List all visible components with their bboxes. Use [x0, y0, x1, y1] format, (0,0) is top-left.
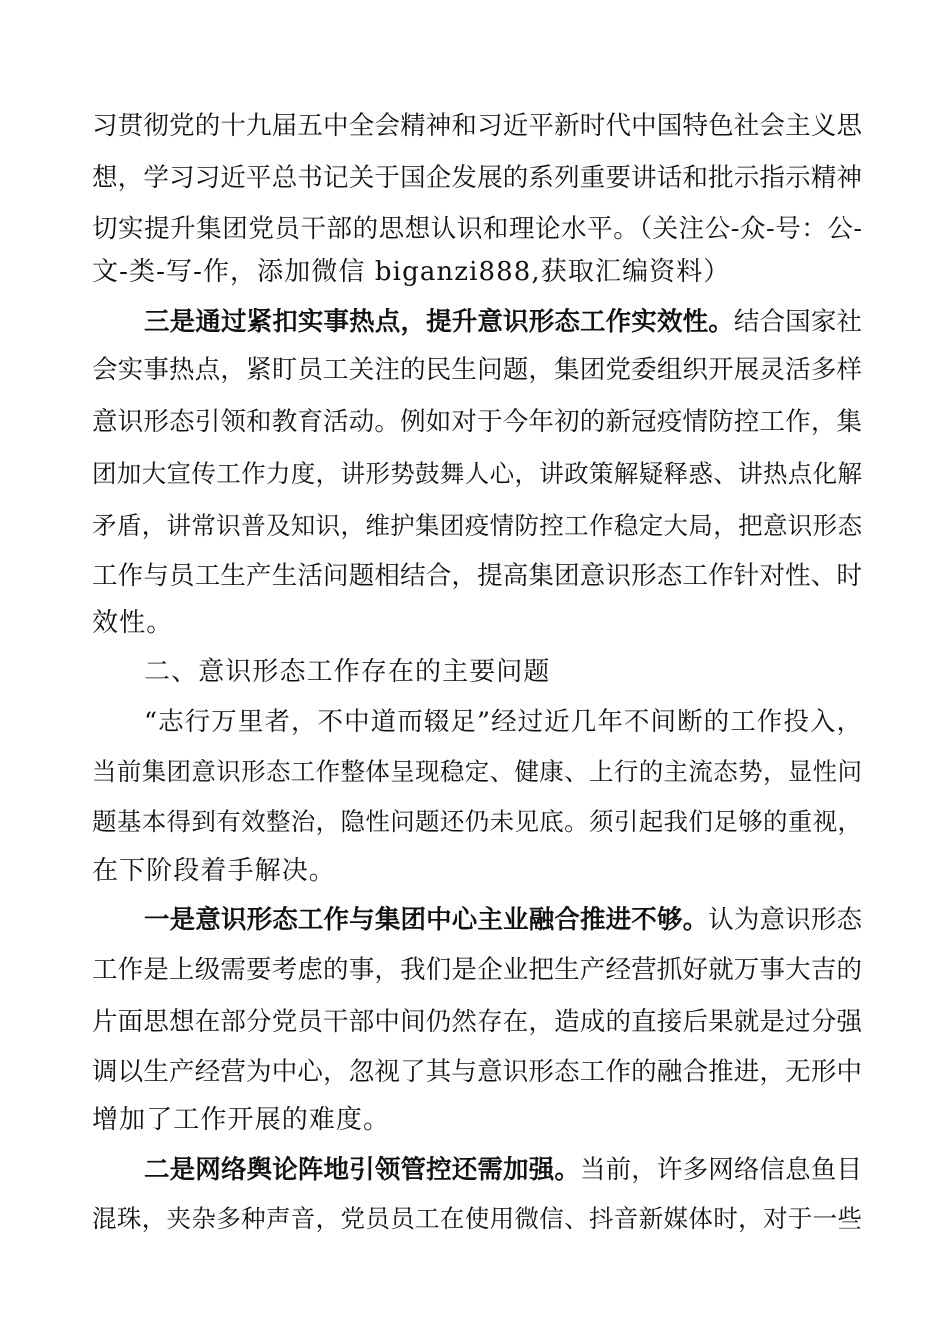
paragraph-heading-line: 三是通过紧扣实事热点，提升意识形态工作实效性。结合国家社: [144, 307, 862, 337]
text-line: 意识形态引领和教育活动。例如对于今年初的新冠疫情防控工作，集: [92, 407, 862, 437]
text-line: 增加了工作开展的难度。: [92, 1105, 391, 1135]
text-line: 片面思想在部分党员干部中间仍然存在，造成的直接后果就是过分强: [92, 1007, 862, 1037]
text-line: 会实事热点，紧盯员工关注的民生问题，集团党委组织开展灵活多样: [92, 355, 862, 385]
bold-lead: 三是通过紧扣实事热点，提升意识形态工作实效性。: [144, 307, 734, 337]
text-line: 文-类-写-作，添加微信 biganzi888,获取汇编资料）: [92, 257, 731, 287]
text-line: 团加大宣传工作力度，讲形势鼓舞人心，讲政策解疑释惑、讲热点化解: [92, 459, 862, 488]
text-line: 切实提升集团党员干部的思想认识和理论水平。（关注公-众-号：公-: [92, 214, 862, 244]
text-line: 习贯彻党的十九届五中全会精神和习近平新时代中国特色社会主义思: [92, 111, 862, 141]
text-line: 当前集团意识形态工作整体呈现稳定、健康、上行的主流态势，显性问: [92, 757, 862, 786]
text-line: 工作与员工生产生活问题相结合，提高集团意识形态工作针对性、时: [92, 561, 862, 591]
text-line: 想，学习习近平总书记关于国企发展的系列重要讲话和批示指示精神: [92, 163, 862, 193]
text-line: 工作是上级需要考虑的事，我们是企业把生产经营抓好就万事大吉的: [92, 955, 862, 985]
text-line: 矛盾，讲常识普及知识，维护集团疫情防控工作稳定大局，把意识形态: [92, 511, 862, 540]
bold-lead: 一是意识形态工作与集团中心主业融合推进不够。: [144, 905, 709, 935]
text-line: 在下阶段着手解决。: [92, 856, 336, 886]
bold-lead: 二是网络舆论阵地引领管控还需加强。: [144, 1155, 580, 1185]
text-line: “志行万里者，不中道而辍足”经过近几年不间断的工作投入，: [144, 707, 862, 737]
text-line: 效性。: [92, 608, 174, 638]
paragraph-heading-line: 一是意识形态工作与集团中心主业融合推进不够。认为意识形态: [144, 905, 862, 935]
paragraph-heading-line: 二是网络舆论阵地引领管控还需加强。当前，许多网络信息鱼目: [144, 1155, 862, 1185]
text-line: 调以生产经营为中心，忽视了其与意识形态工作的融合推进，无形中: [92, 1057, 862, 1087]
text-line: 混珠，夹杂多种声音，党员员工在使用微信、抖音新媒体时，对于一些: [92, 1204, 862, 1233]
text-line: 题基本得到有效整治，隐性问题还仍未见底。须引起我们足够的重视，: [92, 807, 862, 836]
section-heading: 二、意识形态工作存在的主要问题: [144, 657, 551, 687]
